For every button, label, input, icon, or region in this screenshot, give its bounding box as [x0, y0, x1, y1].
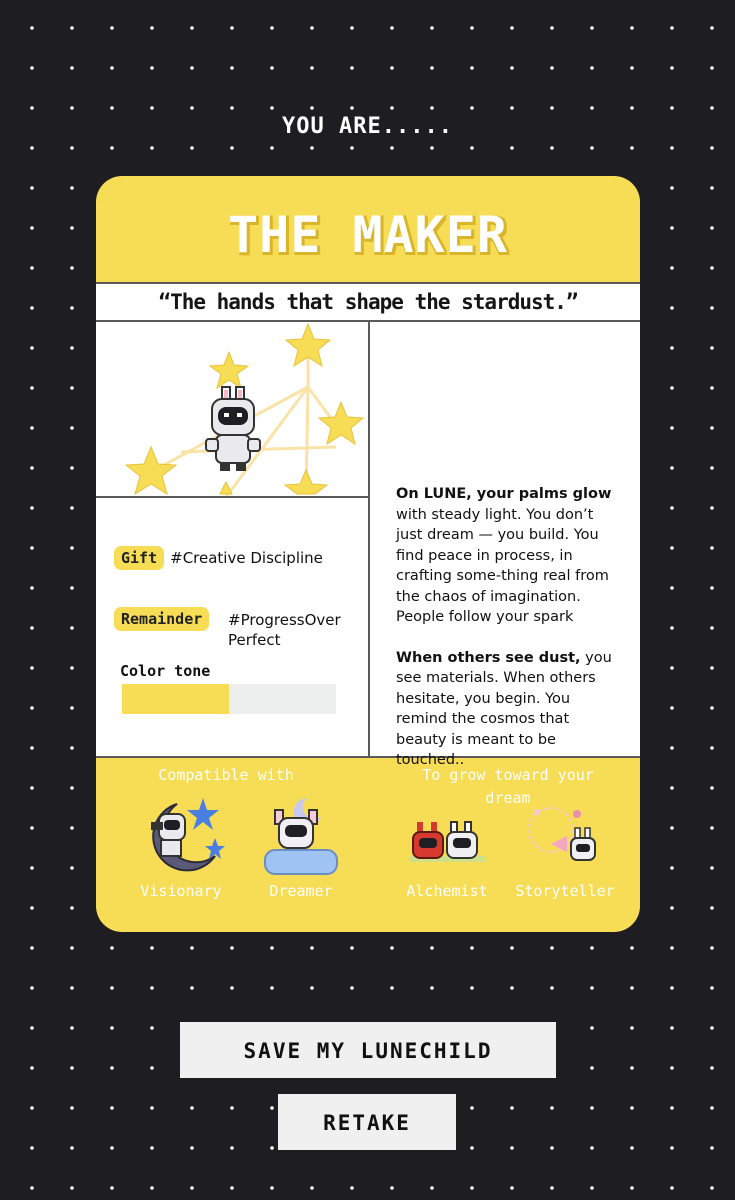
color-tone-label: Color tone — [120, 662, 211, 680]
horizontal-divider — [96, 496, 368, 498]
color-tone-fill — [122, 684, 229, 714]
alchemist-icon — [403, 794, 491, 880]
compatible-dreamer[interactable] — [246, 794, 356, 900]
description-lead-1: On LUNE, your palms glow — [396, 486, 612, 502]
grow-title: To grow toward your dream — [422, 766, 594, 807]
gift-tag: Gift — [114, 546, 164, 570]
compatible-title: Compatible with — [158, 766, 294, 784]
description-lead-2: When others see dust, — [396, 649, 581, 666]
visionary-icon — [137, 794, 225, 880]
rabbit-character — [206, 387, 260, 471]
description — [396, 484, 624, 771]
result-card — [96, 176, 640, 932]
grow-alchemist[interactable] — [392, 794, 502, 900]
gift-value: #Creative Discipline — [170, 549, 323, 567]
intro-heading: YOU ARE..... — [282, 114, 453, 139]
card-body — [96, 282, 640, 768]
color-tone-bar — [122, 684, 336, 714]
storyteller-icon — [521, 794, 609, 880]
gift-row — [114, 546, 323, 570]
dreamer-label: Dreamer — [269, 882, 333, 900]
storyteller-label: Storyteller — [515, 882, 615, 900]
description-text-2: you see materials. When others hesitate, you begin. You remind the cosmos that beauty is meant to be touched.. — [396, 649, 612, 768]
remainder-value: #ProgressOver Perfect — [228, 611, 341, 649]
save-lunechild-button[interactable]: SAVE MY LUNECHILD — [180, 1022, 556, 1078]
dreamer-icon — [257, 794, 345, 880]
remainder-tag: Remainder — [114, 607, 209, 631]
retake-button[interactable]: RETAKE — [278, 1094, 456, 1150]
compatible-visionary[interactable] — [126, 794, 236, 900]
card-quote: “The hands that shape the stardust.” — [96, 284, 640, 322]
alchemist-label: Alchemist — [406, 882, 488, 900]
description-text-1: with steady light. You don’t just dream — you build. You find peace in process, in crafting some-thing real from the chaos of imagination. — [396, 506, 609, 605]
visionary-label: Visionary — [140, 882, 222, 900]
grow-storyteller[interactable] — [510, 794, 620, 900]
card-title: THE MAKER — [228, 206, 508, 264]
description-end-1: People follow your spark — [396, 609, 574, 625]
maker-character-illustration — [96, 322, 368, 496]
vertical-divider — [368, 322, 370, 756]
